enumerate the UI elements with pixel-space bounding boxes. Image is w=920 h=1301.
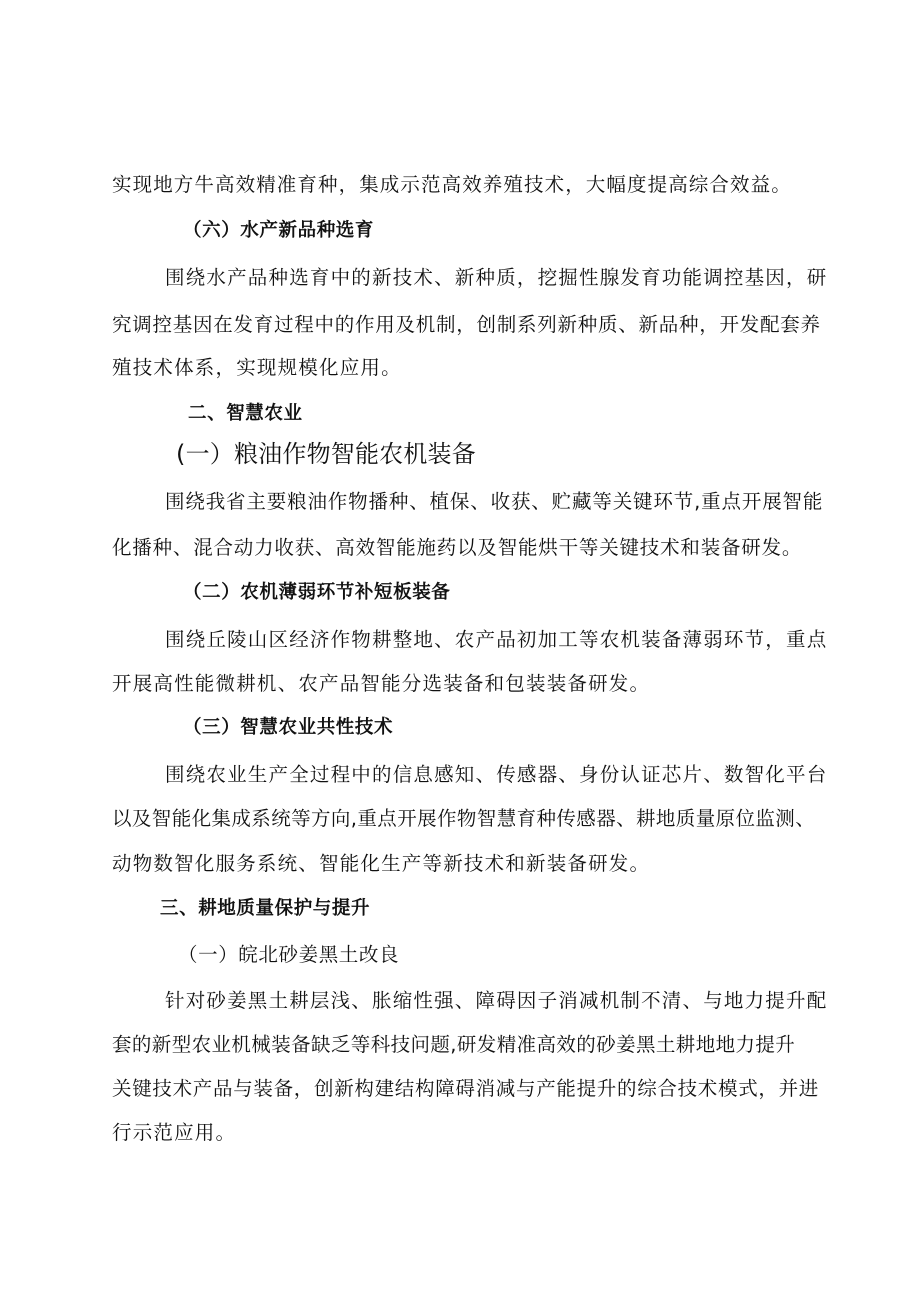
subsection-heading: （二）农机薄弱环节补短板装备: [183, 582, 451, 603]
paragraph-line: 实现地方牛高效精准育种，集成示范高效养殖技术，大幅度提高综合效益。: [112, 173, 792, 196]
paragraph-line: 化播种、混合动力收获、高效智能施药以及智能烘干等关键技术和装备研发。: [112, 536, 803, 559]
paragraph-line: 围绕水产品种选育中的新技术、新种质，挖掘性腺发育功能调控基因，研: [165, 266, 828, 289]
paragraph-line: 究调控基因在发育过程中的作用及机制，创制系列新种质、新品种，开发配套养: [112, 313, 821, 336]
paragraph-line: 行示范应用。: [112, 1121, 237, 1144]
paragraph-line: 以及智能化集成系统等方向,重点开展作物智慧育种传感器、耕地质量原位监测、: [112, 807, 816, 830]
paragraph-line: 关键技术产品与装备，创新构建结构障碍消减与产能提升的综合技术模式，并进: [112, 1077, 820, 1100]
paragraph-line: 针对砂姜黑土耕层浅、胀缩性强、障碍因子消减机制不清、与地力提升配: [165, 989, 828, 1012]
section-heading: 二、智慧农业: [188, 403, 303, 424]
subsection-heading: （六）水产新品种选育: [183, 220, 375, 241]
paragraph-line: 动物数智化服务系统、智能化生产等新技术和新装备研发。: [112, 852, 651, 875]
paragraph-line: 开展高性能微耕机、农产品智能分选装备和包装装备研发。: [112, 672, 651, 695]
paragraph-line: 围绕我省主要粮油作物播种、植保、收获、贮藏等关键环节,重点开展智能: [165, 490, 824, 513]
paragraph-line: 围绕农业生产全过程中的信息感知、传感器、身份认证芯片、数智化平台: [165, 763, 828, 786]
paragraph-line: 围绕丘陵山区经济作物耕整地、农产品初加工等农机装备薄弱环节，重点: [165, 628, 828, 651]
subsection-heading-large: (一）粮油作物智能农机装备: [176, 440, 476, 468]
subsection-heading: （三）智慧农业共性技术: [183, 717, 394, 738]
paragraph-line: 殖技术体系，实现规模化应用。: [112, 356, 402, 379]
section-heading: 三、耕地质量保护与提升: [160, 898, 371, 919]
paragraph-line: 套的新型农业机械装备缺乏等科技问题,研发精准高效的砂姜黑土耕地地力提升: [112, 1033, 796, 1056]
subsection-heading: （一）皖北砂姜黑土改良: [178, 943, 400, 966]
